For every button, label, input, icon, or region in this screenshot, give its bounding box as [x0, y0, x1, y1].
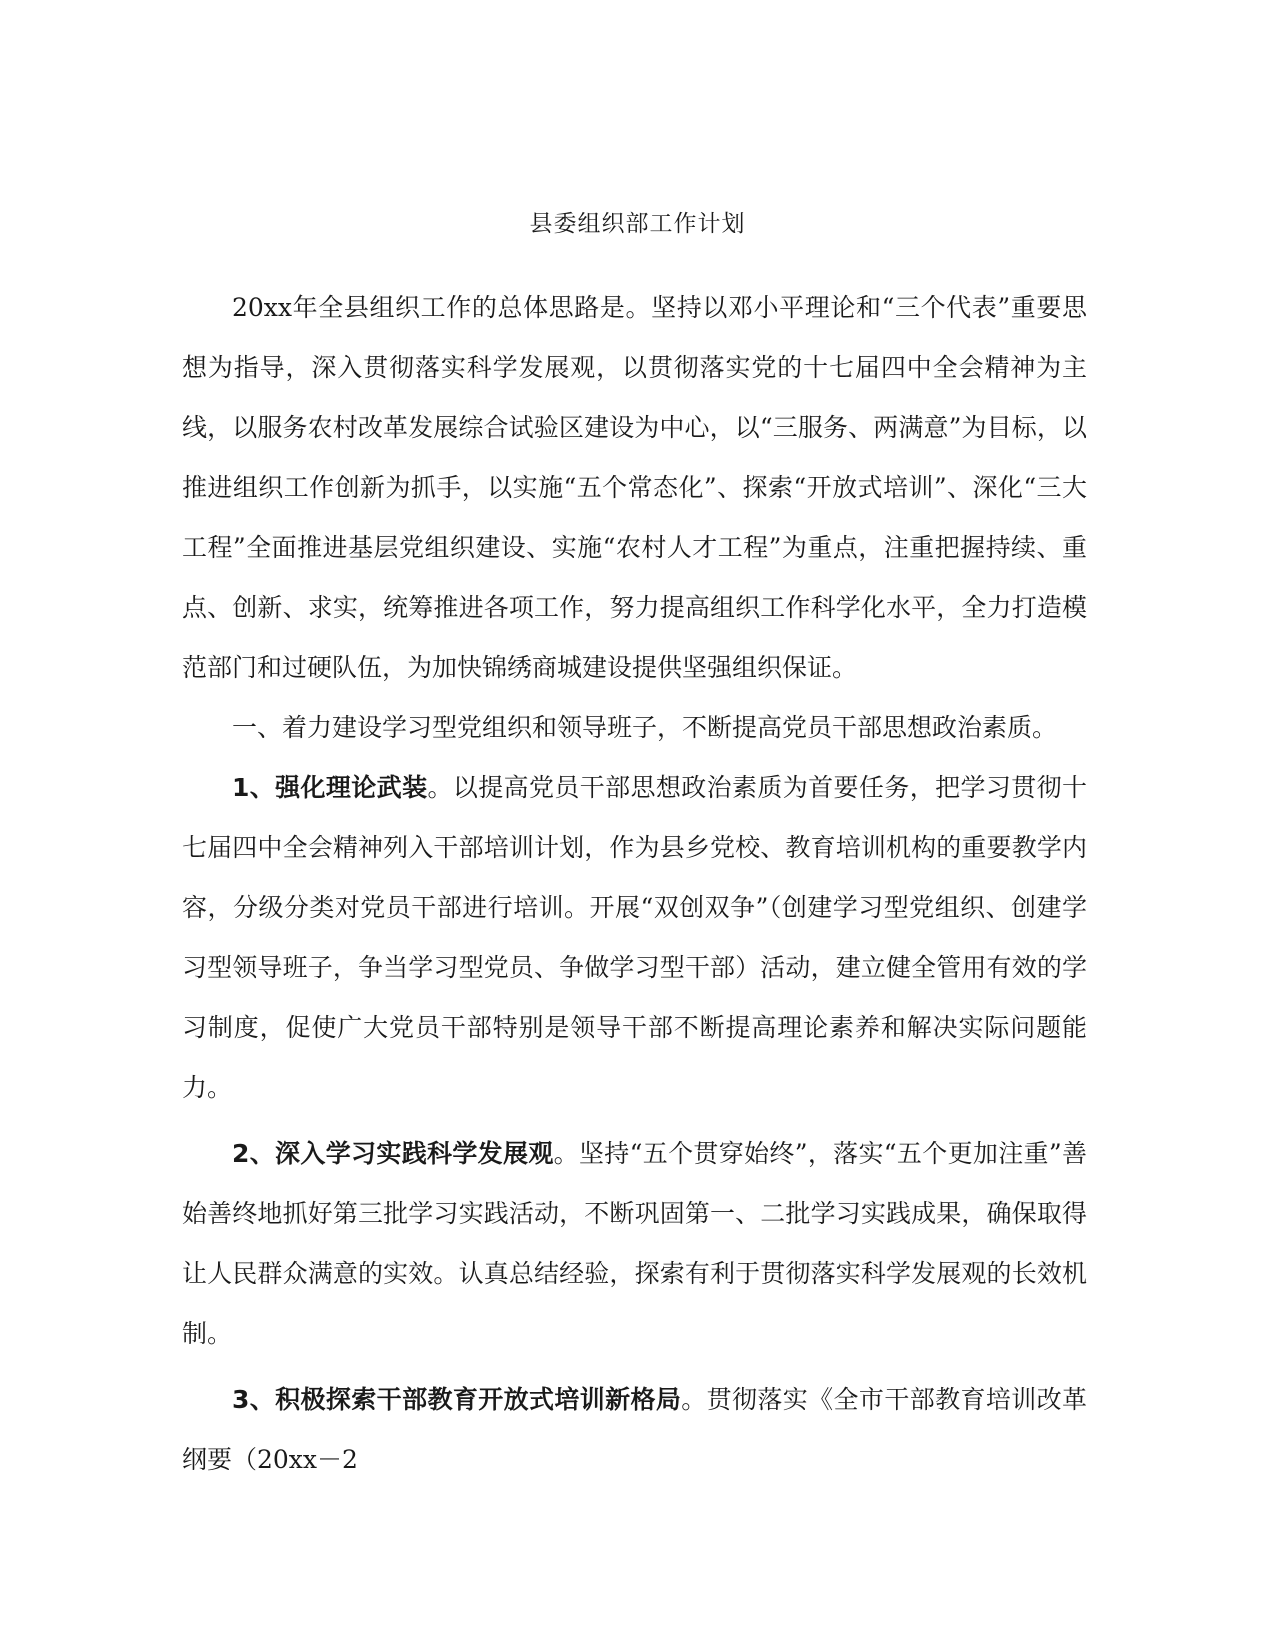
item-2-text: 。坚持“五个贯穿始终”，落实“五个更加注重”善始善终地抓好第三批学习实践活动，不断巩固第一、二批学习实践成果，确保取得让人民群众满意的实效。认真总结经验，探索有利于贯彻落实科学发展观的长效机制。 — [182, 1139, 1087, 1348]
item-1-heading: 1、强化理论武装 — [232, 773, 428, 802]
item-3-paragraph — [182, 1370, 1087, 1490]
document-body — [182, 278, 1087, 1490]
item-1-paragraph — [182, 758, 1087, 1118]
item-1-text: 。以提高党员干部思想政治素质为首要任务，把学习贯彻十七届四中全会精神列入干部培训计划，作为县乡党校、教育培训机构的重要教学内容，分级分类对党员干部进行培训。开展“双创双争”（创建学习型党组织、创建学习型领导班子，争当学习型党员、争做学习型干部）活动，建立健全管用有效的学习制度，促使广大党员干部特别是领导干部不断提高理论素养和解决实际问题能力。 — [182, 773, 1087, 1102]
item-2-paragraph — [182, 1124, 1087, 1364]
item-2-heading: 2、深入学习实践科学发展观 — [232, 1139, 554, 1168]
section-1-heading: 一、着力建设学习型党组织和领导班子，不断提高党员干部思想政治素质。 — [232, 713, 1058, 742]
item-3-text: 。贯彻落实《全市干部教育培训改革纲要（20xx－2 — [182, 1385, 1087, 1474]
intro-paragraph: 20xx年全县组织工作的总体思路是。坚持以邓小平理论和“三个代表”重要思想为指导，深入贯彻落实科学发展观，以贯彻落实党的十七届四中全会精神为主线，以服务农村改革发展综合试验区建设为中心，以“三服务、两满意”为目标，以推进组织工作创新为抓手，以实施“五个常态化”、探索“开放式培训”、深化“三大工程”全面推进基层党组织建设、实施“农村人才工程”为重点，注重把握持续、重点、创新、求实，统筹推进各项工作，努力提高组织工作科学化水平，全力打造模范部门和过硬队伍，为加快锦绣商城建设提供坚强组织保证。 — [182, 293, 1087, 682]
document-title: 县委组织部工作计划 — [529, 211, 746, 237]
item-3-heading: 3、积极探索干部教育开放式培训新格局 — [232, 1385, 682, 1414]
